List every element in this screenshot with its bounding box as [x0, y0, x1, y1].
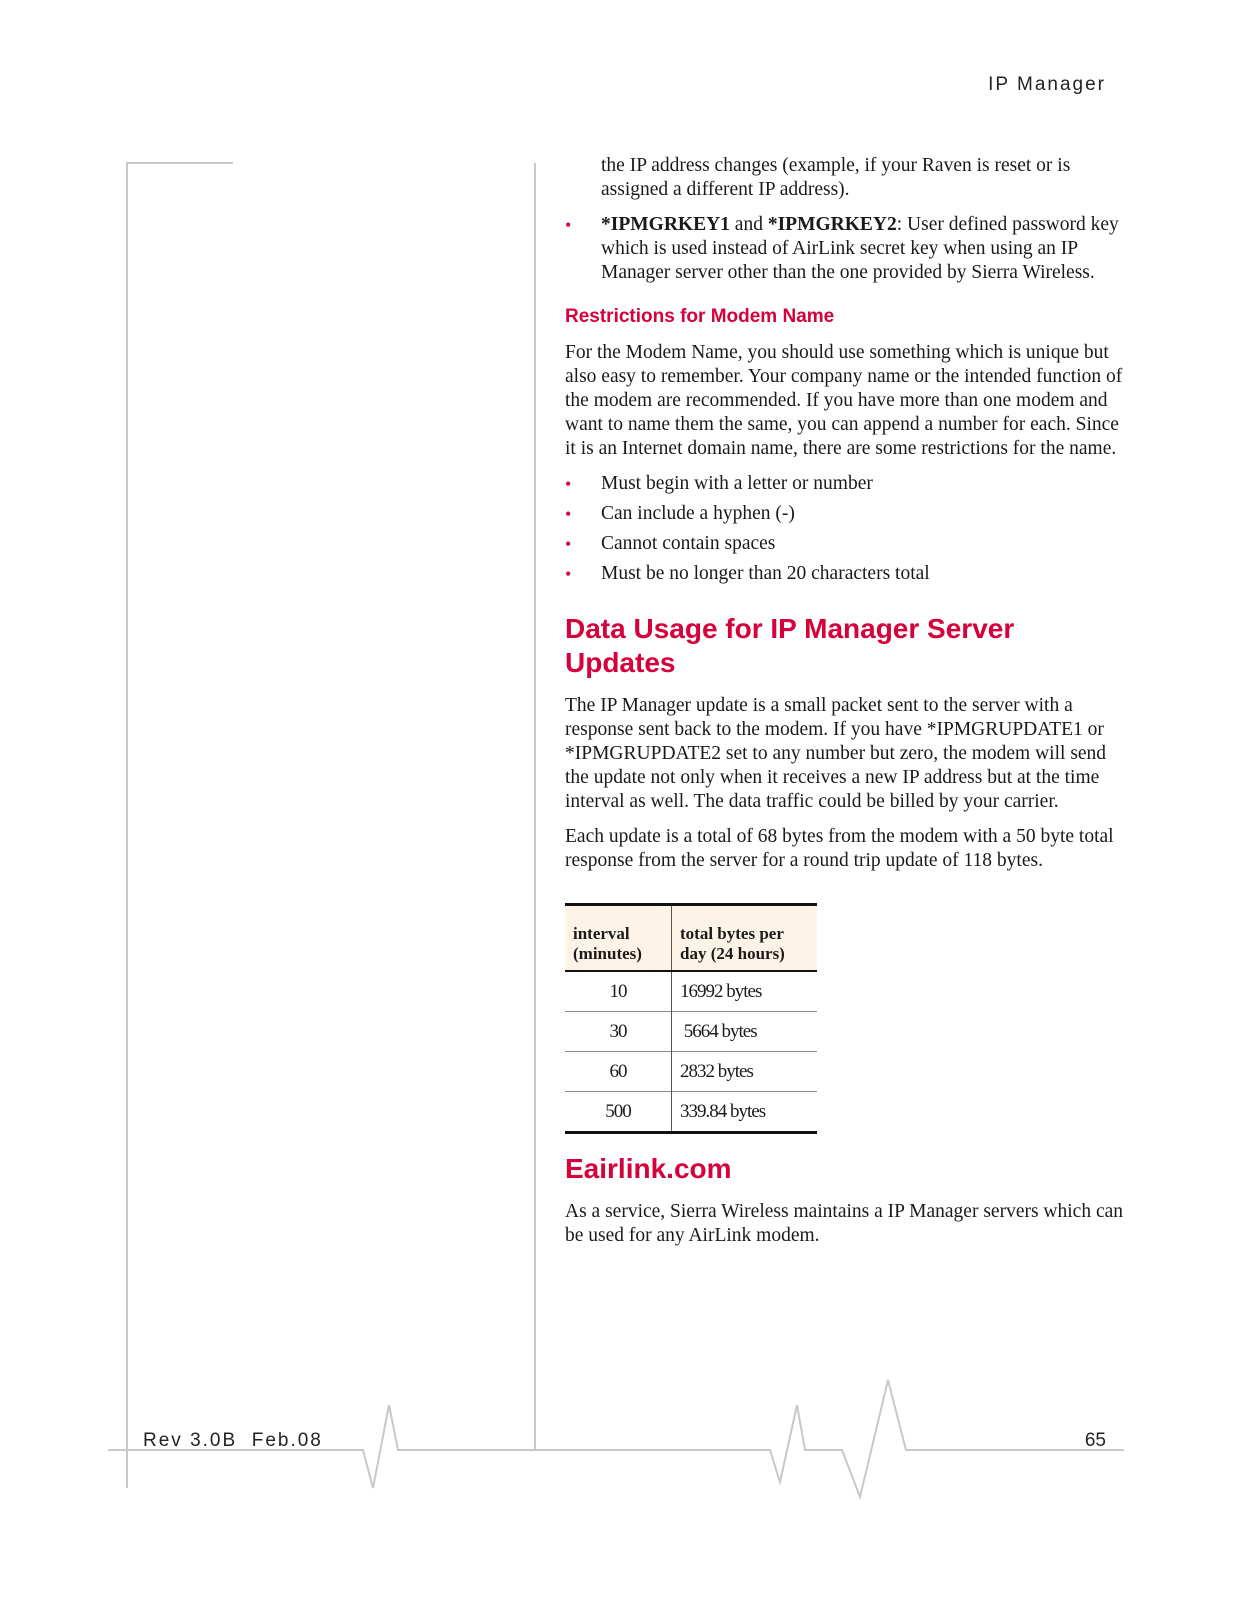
data-usage-paragraph-1: The IP Manager update is a small packet sent to the server with a response sent back to the modem. If you have *IPMGRUPDATE1 or *IPMGRUPDATE2 set to any number but zero, the modem will send the update not only when it receives a new IP address but at the time interval as well. The data traffic could be billed by your carrier.: [565, 695, 1107, 812]
eairlink-heading: Eairlink.com: [565, 1153, 732, 1184]
data-usage-paragraph-2: Each update is a total of 68 bytes from the modem with a 50 byte total response from the server for a round trip update of 118 bytes.: [565, 826, 1114, 871]
ipmgrkey1-term: *IPMGRKEY1: [601, 214, 730, 235]
bytes-cell: 16992 bytes: [672, 971, 818, 1012]
interval-column-header: interval (minutes): [565, 905, 672, 972]
restrictions-list: [565, 472, 1125, 586]
bytes-cell: 2832 bytes: [672, 1052, 818, 1092]
table-header-row: [565, 905, 817, 972]
bullet-icon: •: [565, 504, 572, 524]
interval-cell: 60: [565, 1052, 672, 1092]
ipmgrkey2-term: *IPMGRKEY2: [767, 214, 897, 235]
interval-cell: 30: [565, 1012, 672, 1052]
restrictions-heading: Restrictions for Modem Name: [565, 306, 835, 327]
continued-paragraph: the IP address changes (example, if your Raven is reset or is assigned a different IP address).: [601, 155, 1071, 200]
list-item-text: Can include a hyphen (-): [601, 503, 795, 524]
data-usage-heading: Data Usage for IP Manager Server Updates: [565, 613, 1015, 678]
running-header: IP Manager: [988, 74, 1106, 95]
page-number: 65: [1084, 1430, 1106, 1451]
list-item-text: Cannot contain spaces: [601, 533, 776, 554]
bullet-icon: •: [565, 534, 572, 554]
list-item-text: Must begin with a letter or number: [601, 473, 873, 494]
bytes-column-header: total bytes per day (24 hours): [672, 905, 818, 972]
interval-cell: 500: [565, 1092, 672, 1133]
bytes-per-day-table: [565, 903, 817, 1134]
list-item: [565, 502, 1125, 526]
bytes-cell: 339.84 bytes: [672, 1092, 818, 1133]
bullet-icon: •: [565, 564, 572, 584]
table-row: [565, 1052, 817, 1092]
list-item: [565, 213, 1125, 285]
table-row: [565, 1012, 817, 1052]
list-item-text: Must be no longer than 20 characters total: [601, 563, 930, 584]
table-row: [565, 1092, 817, 1133]
main-content: [565, 154, 1125, 1259]
bullet-icon: •: [565, 474, 572, 494]
restrictions-paragraph: For the Modem Name, you should use something which is unique but also easy to remember. Your company name or the intended function of the modem are recommended. If you have more than one modem and want to name them the same, you can append a number for each. Since it is an Internet domain name, there are some restrictions for the name.: [565, 342, 1123, 459]
interval-cell: 10: [609, 980, 627, 1002]
list-item: [565, 562, 1125, 586]
eairlink-paragraph: As a service, Sierra Wireless maintains a IP Manager servers which can be used for any AirLink modem.: [565, 1201, 1124, 1246]
bullet-icon: •: [565, 215, 572, 235]
key-description: : User defined password key which is used instead of AirLink secret key when using an IP Manager server other than the one provided by Sierra Wireless.: [601, 214, 1119, 283]
key-bullet-list: [565, 213, 1125, 285]
footer-revision: Rev 3.0B Feb.08: [143, 1430, 323, 1451]
left-margin-rule: [127, 163, 233, 1488]
list-item: [565, 532, 1125, 556]
list-item: [565, 472, 1125, 496]
table-row: [565, 971, 817, 1012]
bytes-cell: 5664 bytes: [672, 1012, 818, 1052]
and-text: and: [729, 214, 768, 235]
